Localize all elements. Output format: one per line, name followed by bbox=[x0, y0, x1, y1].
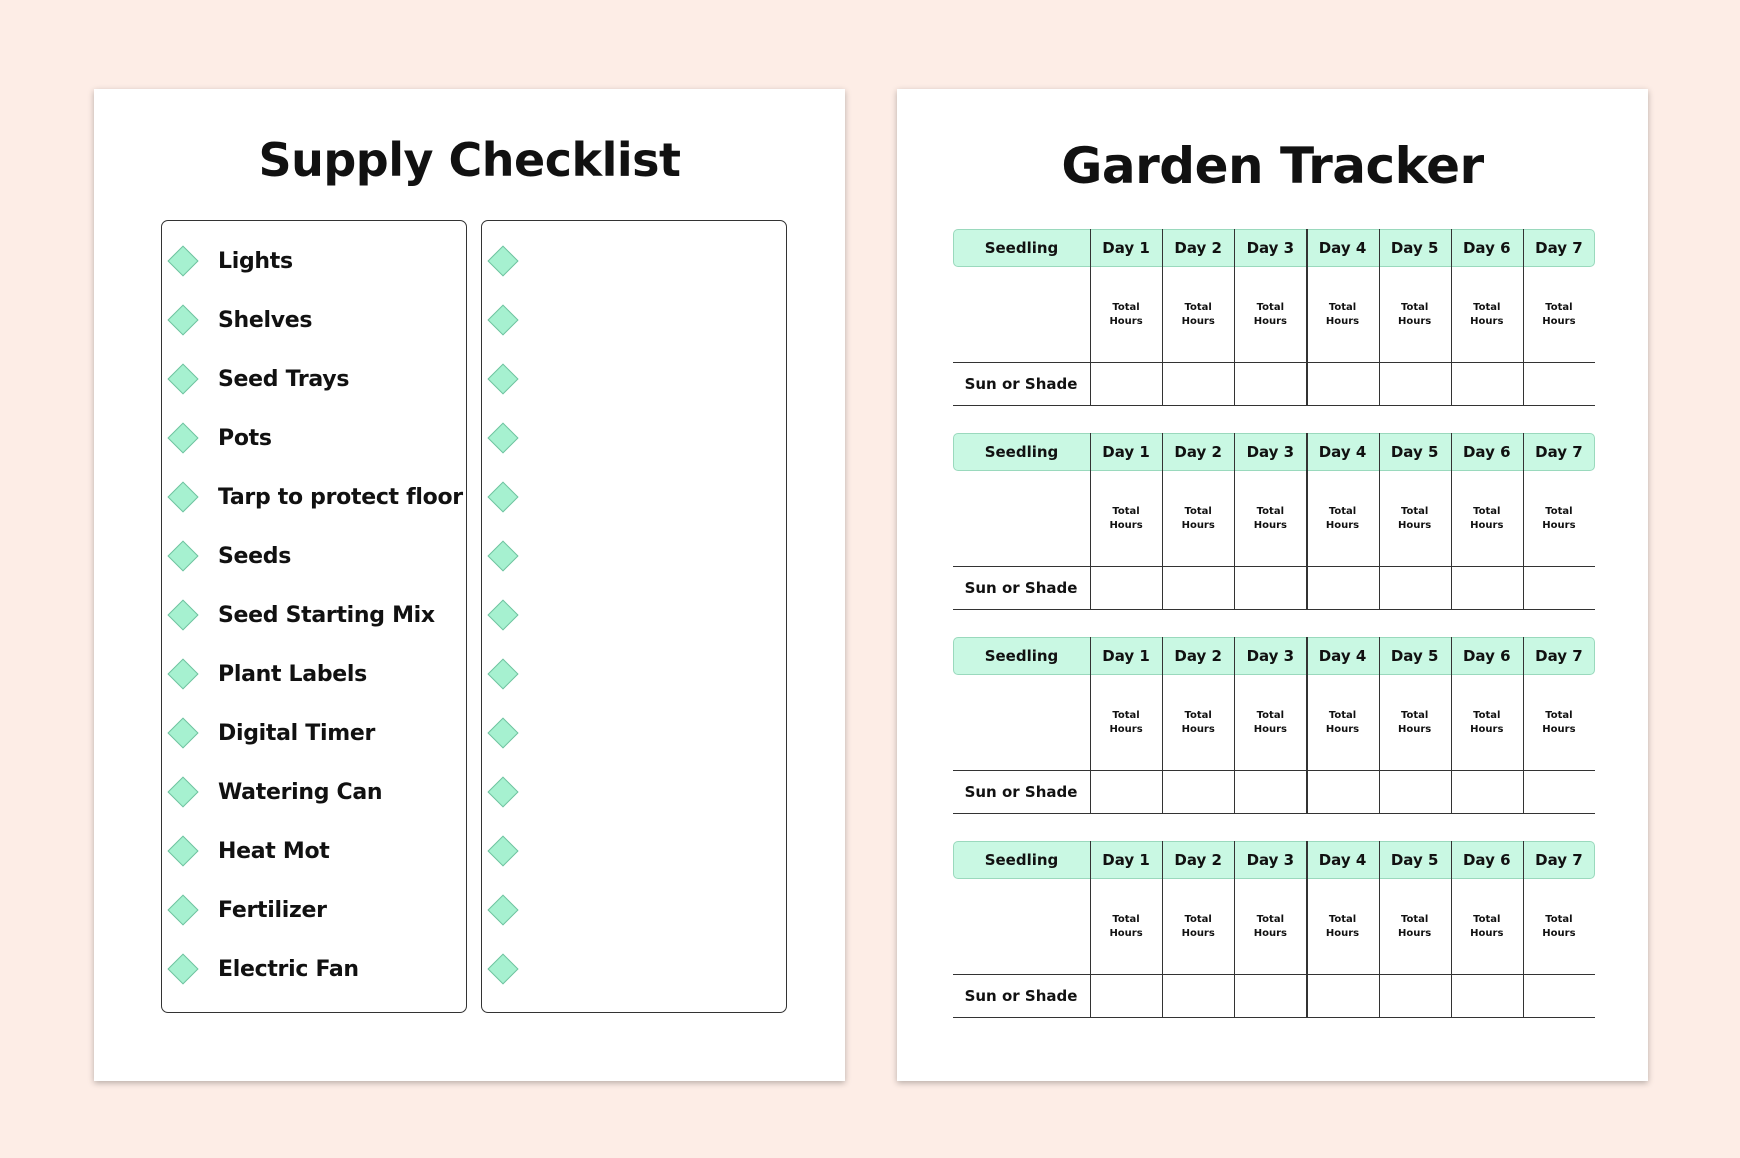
day-header-cell: Day 4 bbox=[1318, 239, 1367, 257]
checklist-item[interactable] bbox=[162, 595, 466, 635]
checklist-item-label: Watering Can bbox=[218, 779, 383, 805]
grid-divider bbox=[1379, 841, 1380, 1018]
total-label: Total bbox=[1400, 710, 1429, 721]
checklist-item-label: Fertilizer bbox=[218, 897, 327, 923]
grid-divider bbox=[1090, 229, 1091, 406]
checklist-blank-column bbox=[481, 220, 787, 1013]
day-header-cell: Day 2 bbox=[1174, 239, 1222, 257]
sun-or-shade-cell[interactable] bbox=[1234, 974, 1306, 1018]
sun-or-shade-cell[interactable] bbox=[1234, 362, 1306, 406]
day-header-cell: Day 6 bbox=[1462, 239, 1511, 257]
blank-checklist-item[interactable] bbox=[482, 595, 786, 635]
grid-divider bbox=[1306, 637, 1307, 814]
total-label: Total bbox=[1545, 302, 1573, 313]
day-header-cell: Day 6 bbox=[1462, 851, 1511, 869]
total-hours-cell[interactable] bbox=[1162, 301, 1234, 329]
total-label: Total bbox=[1328, 914, 1357, 925]
sun-or-shade-cell[interactable] bbox=[1379, 566, 1451, 610]
day-header-cell: Day 1 bbox=[1102, 239, 1150, 257]
grid-divider bbox=[1451, 841, 1452, 1018]
sun-or-shade-cell[interactable] bbox=[1451, 974, 1523, 1018]
checklist-item-label: Digital Timer bbox=[218, 720, 375, 746]
hours-label: Hours bbox=[1470, 520, 1504, 531]
day-header-cell: Day 1 bbox=[1102, 443, 1150, 461]
sun-or-shade-cell[interactable] bbox=[1451, 770, 1523, 814]
hours-label: Hours bbox=[1109, 316, 1143, 327]
grid-divider bbox=[953, 813, 1595, 814]
blank-checklist-item[interactable] bbox=[482, 300, 786, 340]
hours-label: Hours bbox=[1398, 724, 1432, 735]
total-hours-cell[interactable] bbox=[1379, 301, 1451, 329]
checkbox-diamond-icon[interactable] bbox=[487, 953, 518, 984]
sun-or-shade-cell[interactable] bbox=[1379, 974, 1451, 1018]
checklist-item-label: Plant Labels bbox=[218, 661, 367, 687]
grid-divider bbox=[1090, 433, 1091, 610]
checkbox-diamond-icon[interactable] bbox=[487, 776, 518, 807]
grid-divider bbox=[1162, 637, 1163, 814]
checkbox-diamond-icon[interactable] bbox=[167, 422, 198, 453]
day-header-cell: Day 5 bbox=[1390, 443, 1439, 461]
checkbox-diamond-icon[interactable] bbox=[167, 717, 198, 748]
checklist-title: Supply Checklist bbox=[258, 133, 681, 187]
grid-divider bbox=[953, 974, 1595, 975]
seedling-header-cell: Seedling bbox=[984, 443, 1059, 461]
hours-label: Hours bbox=[1181, 316, 1215, 327]
checkbox-diamond-icon[interactable] bbox=[487, 304, 518, 335]
sun-or-shade-cell[interactable] bbox=[1162, 566, 1234, 610]
grid-divider bbox=[1451, 637, 1452, 814]
checklist-item[interactable] bbox=[162, 241, 466, 281]
hours-label: Hours bbox=[1325, 928, 1360, 939]
checkbox-diamond-icon[interactable] bbox=[487, 835, 518, 866]
grid-divider bbox=[1234, 841, 1235, 1018]
grid-divider bbox=[1523, 229, 1524, 406]
total-hours-cell[interactable] bbox=[1162, 913, 1234, 941]
hours-label: Hours bbox=[1253, 928, 1287, 939]
tracker-table bbox=[953, 229, 1595, 406]
sun-or-shade-cell[interactable] bbox=[1379, 362, 1451, 406]
hours-label: Hours bbox=[1542, 520, 1576, 531]
total-hours-cell[interactable] bbox=[1523, 913, 1595, 941]
sun-or-shade-cell[interactable] bbox=[1523, 362, 1595, 406]
hours-label: Hours bbox=[1470, 724, 1504, 735]
sun-or-shade-cell[interactable] bbox=[1234, 770, 1306, 814]
day-header-cell: Day 3 bbox=[1246, 239, 1295, 257]
day-header-cell: Day 7 bbox=[1535, 851, 1583, 869]
checkbox-diamond-icon[interactable] bbox=[167, 658, 198, 689]
checkbox-diamond-icon[interactable] bbox=[487, 422, 518, 453]
total-hours-cell[interactable] bbox=[1451, 913, 1523, 941]
grid-divider bbox=[1090, 637, 1091, 814]
grid-divider bbox=[1090, 841, 1091, 1018]
grid-divider bbox=[1234, 433, 1235, 610]
checkbox-diamond-icon[interactable] bbox=[487, 717, 518, 748]
sun-or-shade-cell[interactable] bbox=[1234, 566, 1306, 610]
hours-label: Hours bbox=[1253, 724, 1287, 735]
blank-checklist-item[interactable] bbox=[482, 949, 786, 989]
hours-label: Hours bbox=[1325, 724, 1360, 735]
sun-or-shade-label: Sun or Shade bbox=[964, 375, 1078, 393]
grid-divider bbox=[1523, 637, 1524, 814]
day-header-cell: Day 6 bbox=[1462, 647, 1511, 665]
total-label: Total bbox=[1256, 710, 1284, 721]
total-hours-cell[interactable] bbox=[1379, 505, 1451, 533]
grid-divider bbox=[1234, 637, 1235, 814]
total-hours-cell[interactable] bbox=[1451, 301, 1523, 329]
sun-or-shade-cell[interactable] bbox=[1523, 974, 1595, 1018]
grid-divider bbox=[1234, 229, 1235, 406]
blank-checklist-item[interactable] bbox=[482, 241, 786, 281]
total-label: Total bbox=[1400, 302, 1429, 313]
grid-divider bbox=[1379, 433, 1380, 610]
checklist-item-label: Heat Mot bbox=[218, 838, 330, 864]
total-hours-cell[interactable] bbox=[1307, 505, 1379, 533]
checklist-item-label: Seed Trays bbox=[218, 366, 350, 392]
day-header-cell: Day 2 bbox=[1174, 647, 1222, 665]
total-label: Total bbox=[1473, 914, 1501, 925]
total-label: Total bbox=[1328, 710, 1357, 721]
total-label: Total bbox=[1400, 506, 1429, 517]
total-label: Total bbox=[1184, 506, 1212, 517]
day-header-cell: Day 3 bbox=[1246, 851, 1295, 869]
grid-divider bbox=[1379, 637, 1380, 814]
total-hours-cell[interactable] bbox=[1234, 301, 1306, 329]
total-label: Total bbox=[1473, 506, 1501, 517]
tracker-table bbox=[953, 841, 1595, 1018]
day-header-cell: Day 2 bbox=[1174, 443, 1222, 461]
sun-or-shade-cell[interactable] bbox=[1523, 770, 1595, 814]
checklist-item-label: Tarp to protect floor bbox=[218, 484, 463, 510]
day-header-cell: Day 4 bbox=[1318, 647, 1367, 665]
sun-or-shade-cell[interactable] bbox=[1090, 566, 1162, 610]
blank-checklist-item[interactable] bbox=[482, 536, 786, 576]
day-header-cell: Day 3 bbox=[1246, 647, 1295, 665]
checklist-item[interactable] bbox=[162, 772, 466, 812]
day-header-cell: Day 6 bbox=[1462, 443, 1511, 461]
total-hours-cell[interactable] bbox=[1162, 709, 1234, 737]
sun-or-shade-label: Sun or Shade bbox=[964, 783, 1078, 801]
total-hours-cell[interactable] bbox=[1379, 709, 1451, 737]
day-header-cell: Day 5 bbox=[1390, 851, 1439, 869]
sun-or-shade-cell[interactable] bbox=[1523, 566, 1595, 610]
total-hours-cell[interactable] bbox=[1162, 505, 1234, 533]
total-label: Total bbox=[1184, 914, 1212, 925]
hours-label: Hours bbox=[1470, 316, 1504, 327]
total-hours-cell[interactable] bbox=[1090, 301, 1162, 329]
checkbox-diamond-icon[interactable] bbox=[167, 894, 198, 925]
hours-label: Hours bbox=[1398, 928, 1432, 939]
total-label: Total bbox=[1545, 506, 1573, 517]
blank-checklist-item[interactable] bbox=[482, 831, 786, 871]
grid-divider bbox=[953, 770, 1595, 771]
sun-or-shade-cell[interactable] bbox=[1306, 362, 1378, 406]
supply-checklist-page bbox=[94, 89, 845, 1081]
grid-divider bbox=[1162, 841, 1163, 1018]
hours-label: Hours bbox=[1398, 316, 1432, 327]
total-label: Total bbox=[1545, 914, 1573, 925]
total-hours-cell[interactable] bbox=[1523, 301, 1595, 329]
day-header-cell: Day 2 bbox=[1174, 851, 1222, 869]
checklist-item-label: Seed Starting Mix bbox=[218, 602, 435, 628]
sun-or-shade-cell[interactable] bbox=[1306, 974, 1378, 1018]
hours-label: Hours bbox=[1181, 520, 1215, 531]
grid-divider bbox=[1451, 229, 1452, 406]
total-hours-cell[interactable] bbox=[1523, 709, 1595, 737]
sun-or-shade-cell[interactable] bbox=[1162, 362, 1234, 406]
checkbox-diamond-icon[interactable] bbox=[167, 540, 198, 571]
total-hours-cell[interactable] bbox=[1234, 709, 1306, 737]
total-label: Total bbox=[1112, 506, 1140, 517]
total-hours-cell[interactable] bbox=[1523, 505, 1595, 533]
seedling-header-cell: Seedling bbox=[984, 647, 1059, 665]
day-header-cell: Day 4 bbox=[1318, 851, 1367, 869]
checklist-item[interactable] bbox=[162, 359, 466, 399]
day-header-cell: Day 1 bbox=[1102, 851, 1150, 869]
total-label: Total bbox=[1112, 710, 1140, 721]
checkbox-diamond-icon[interactable] bbox=[167, 363, 198, 394]
sun-or-shade-cell[interactable] bbox=[1306, 566, 1378, 610]
blank-checklist-item[interactable] bbox=[482, 477, 786, 517]
grid-divider bbox=[1523, 433, 1524, 610]
checklist-item-label: Shelves bbox=[218, 307, 313, 333]
hours-label: Hours bbox=[1181, 928, 1215, 939]
checkbox-diamond-icon[interactable] bbox=[167, 953, 198, 984]
total-label: Total bbox=[1545, 710, 1573, 721]
total-label: Total bbox=[1184, 302, 1212, 313]
day-header-cell: Day 4 bbox=[1318, 443, 1367, 461]
total-label: Total bbox=[1328, 506, 1357, 517]
seedling-header-cell: Seedling bbox=[984, 239, 1059, 257]
tracker-table bbox=[953, 433, 1595, 610]
grid-divider bbox=[953, 405, 1595, 406]
day-header-cell: Day 7 bbox=[1535, 443, 1583, 461]
grid-divider bbox=[1306, 433, 1307, 610]
checkbox-diamond-icon[interactable] bbox=[167, 599, 198, 630]
total-hours-cell[interactable] bbox=[1234, 913, 1306, 941]
checkbox-diamond-icon[interactable] bbox=[487, 363, 518, 394]
grid-divider bbox=[1523, 841, 1524, 1018]
total-hours-cell[interactable] bbox=[1451, 505, 1523, 533]
checklist-items-column bbox=[161, 220, 467, 1013]
total-label: Total bbox=[1256, 506, 1284, 517]
checklist-item-label: Lights bbox=[218, 248, 293, 274]
checklist-item[interactable] bbox=[162, 536, 466, 576]
day-header-cell: Day 3 bbox=[1246, 443, 1295, 461]
hours-label: Hours bbox=[1109, 520, 1143, 531]
hours-label: Hours bbox=[1542, 724, 1576, 735]
checkbox-diamond-icon[interactable] bbox=[487, 245, 518, 276]
total-hours-cell[interactable] bbox=[1090, 709, 1162, 737]
blank-checklist-item[interactable] bbox=[482, 890, 786, 930]
checklist-item-label: Pots bbox=[218, 425, 272, 451]
checkbox-diamond-icon[interactable] bbox=[487, 481, 518, 512]
hours-label: Hours bbox=[1542, 316, 1576, 327]
day-header-cell: Day 7 bbox=[1535, 647, 1583, 665]
total-label: Total bbox=[1184, 710, 1212, 721]
sun-or-shade-label: Sun or Shade bbox=[964, 579, 1078, 597]
checkbox-diamond-icon[interactable] bbox=[167, 481, 198, 512]
checklist-item[interactable] bbox=[162, 949, 466, 989]
hours-label: Hours bbox=[1325, 520, 1360, 531]
sun-or-shade-cell[interactable] bbox=[1090, 770, 1162, 814]
grid-divider bbox=[1379, 229, 1380, 406]
checklist-item[interactable] bbox=[162, 300, 466, 340]
checklist-item[interactable] bbox=[162, 654, 466, 694]
grid-divider bbox=[953, 1017, 1595, 1018]
hours-label: Hours bbox=[1109, 724, 1143, 735]
day-header-cell: Day 5 bbox=[1390, 239, 1439, 257]
checklist-item[interactable] bbox=[162, 477, 466, 517]
grid-divider bbox=[1162, 433, 1163, 610]
sun-or-shade-cell[interactable] bbox=[1090, 362, 1162, 406]
total-label: Total bbox=[1112, 302, 1140, 313]
total-label: Total bbox=[1328, 302, 1357, 313]
hours-label: Hours bbox=[1398, 520, 1432, 531]
day-header-cell: Day 5 bbox=[1390, 647, 1439, 665]
blank-checklist-item[interactable] bbox=[482, 359, 786, 399]
hours-label: Hours bbox=[1542, 928, 1576, 939]
checkbox-diamond-icon[interactable] bbox=[487, 894, 518, 925]
sun-or-shade-cell[interactable] bbox=[1451, 362, 1523, 406]
total-hours-cell[interactable] bbox=[1379, 913, 1451, 941]
checklist-item[interactable] bbox=[162, 418, 466, 458]
total-hours-cell[interactable] bbox=[1090, 505, 1162, 533]
checklist-item[interactable] bbox=[162, 831, 466, 871]
tracker-table bbox=[953, 637, 1595, 814]
checkbox-diamond-icon[interactable] bbox=[487, 599, 518, 630]
total-label: Total bbox=[1256, 914, 1284, 925]
total-label: Total bbox=[1473, 710, 1501, 721]
total-hours-cell[interactable] bbox=[1451, 709, 1523, 737]
day-header-cell: Day 1 bbox=[1102, 647, 1150, 665]
sun-or-shade-cell[interactable] bbox=[1451, 566, 1523, 610]
grid-divider bbox=[1306, 841, 1307, 1018]
sun-or-shade-cell[interactable] bbox=[1090, 974, 1162, 1018]
checkbox-diamond-icon[interactable] bbox=[167, 304, 198, 335]
garden-tracker-page bbox=[897, 89, 1648, 1081]
grid-divider bbox=[953, 566, 1595, 567]
total-label: Total bbox=[1473, 302, 1501, 313]
checkbox-diamond-icon[interactable] bbox=[167, 776, 198, 807]
hours-label: Hours bbox=[1253, 316, 1287, 327]
grid-divider bbox=[1451, 433, 1452, 610]
checklist-item-label: Electric Fan bbox=[218, 956, 359, 982]
total-hours-cell[interactable] bbox=[1307, 913, 1379, 941]
total-label: Total bbox=[1112, 914, 1140, 925]
day-header-cell: Day 7 bbox=[1535, 239, 1583, 257]
checkbox-diamond-icon[interactable] bbox=[167, 245, 198, 276]
total-hours-cell[interactable] bbox=[1307, 709, 1379, 737]
total-hours-cell[interactable] bbox=[1307, 301, 1379, 329]
checkbox-diamond-icon[interactable] bbox=[487, 540, 518, 571]
total-hours-cell[interactable] bbox=[1234, 505, 1306, 533]
hours-label: Hours bbox=[1181, 724, 1215, 735]
grid-divider bbox=[953, 609, 1595, 610]
checkbox-diamond-icon[interactable] bbox=[167, 835, 198, 866]
blank-checklist-item[interactable] bbox=[482, 654, 786, 694]
sun-or-shade-cell[interactable] bbox=[1306, 770, 1378, 814]
checklist-item[interactable] bbox=[162, 890, 466, 930]
hours-label: Hours bbox=[1109, 928, 1143, 939]
sun-or-shade-label: Sun or Shade bbox=[964, 987, 1078, 1005]
blank-checklist-item[interactable] bbox=[482, 418, 786, 458]
sun-or-shade-cell[interactable] bbox=[1162, 974, 1234, 1018]
grid-divider bbox=[1306, 229, 1307, 406]
hours-label: Hours bbox=[1325, 316, 1360, 327]
hours-label: Hours bbox=[1253, 520, 1287, 531]
sun-or-shade-cell[interactable] bbox=[1162, 770, 1234, 814]
grid-divider bbox=[1162, 229, 1163, 406]
hours-label: Hours bbox=[1470, 928, 1504, 939]
blank-checklist-item[interactable] bbox=[482, 713, 786, 753]
checkbox-diamond-icon[interactable] bbox=[487, 658, 518, 689]
tracker-title: Garden Tracker bbox=[1061, 137, 1484, 195]
seedling-header-cell: Seedling bbox=[984, 851, 1059, 869]
grid-divider bbox=[953, 362, 1595, 363]
checklist-item[interactable] bbox=[162, 713, 466, 753]
blank-checklist-item[interactable] bbox=[482, 772, 786, 812]
total-label: Total bbox=[1400, 914, 1429, 925]
checklist-item-label: Seeds bbox=[218, 543, 292, 569]
sun-or-shade-cell[interactable] bbox=[1379, 770, 1451, 814]
total-hours-cell[interactable] bbox=[1090, 913, 1162, 941]
total-label: Total bbox=[1256, 302, 1284, 313]
